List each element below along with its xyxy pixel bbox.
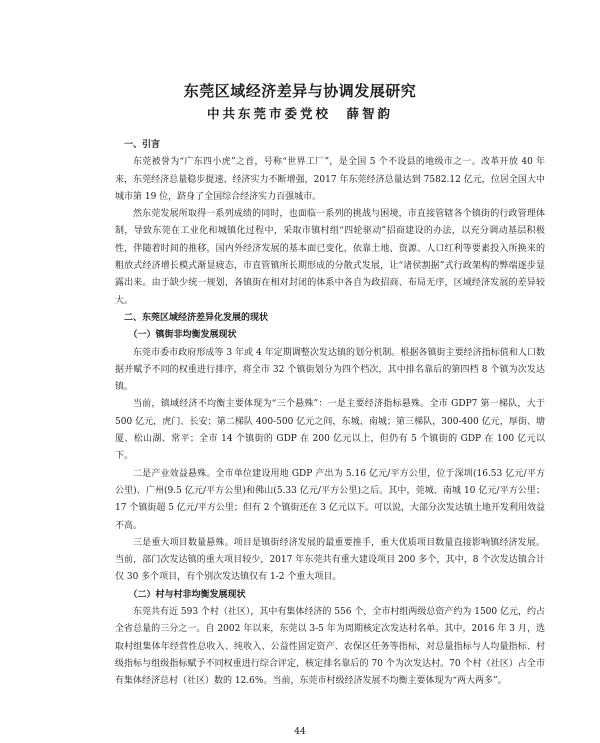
- paper-title: 东莞区域经济差异与协调发展研究: [183, 82, 417, 100]
- subsection-heading-1: （一）镇街非均衡发展现状: [128, 330, 237, 341]
- paragraph: 东莞被誉为“广东四小虎”之首，号称“世界工厂”，是全国 5 个不设县的地级市之一。改革开放 40 年来，东莞经济总量稳步提速、经济实力不断增强，2017 年东莞经济总量达到 7582.12 亿元，位居全国大中城市第 19 位，跻身了全国综合经济实力百强城市。: [115, 157, 545, 202]
- paragraph: 三是重大项目数量悬殊。项目是镇街经济发展的最重要推手，重大优质项目数量直接影响镇经济发展。当前，部门次发达镇的重大项目较少，2017 年东莞共有重大建设项目 200 多个，其中，8 个次发达镇合计仅 30 多个项目，有个别次发达镇仅有 1-2 个重大项目。: [115, 537, 545, 583]
- author-line: 中共东莞市委党校 薛智韵: [206, 106, 393, 121]
- page-number: 44: [294, 727, 306, 737]
- section-heading-2: 二、东莞区域经济差异化发展的现状: [124, 312, 269, 323]
- article-body: [115, 137, 545, 691]
- subsection-heading-2: （二）村与村非均衡发展现状: [128, 589, 246, 600]
- section-heading-intro: 一、引言: [124, 140, 161, 150]
- paragraph: 然东莞发展所取得一系列成绩的同时，也面临一系列的挑战与困境，市直接管辖各个镇街的行政管理体制，导致东莞在工业化和城镇化过程中，采取市镇村组“四轮驱动”招商建设的办法，以充分调动基层积极性，伴随着时间的推移，国内外经济发展的基本面已变化，依靠土地、资源、人口红利等要素投入所换来的粗放式经济增长模式渐显疲态，市直管镇所长期形成的分散式发展，让“诸侯割据”式行政架构的弊端逐步显露出来。由于缺少统一规划，各镇街在相对封闭的体系中各自为政招商、布局无序，区域经济发展的差异较大。: [115, 209, 545, 306]
- paragraph: 东莞市委市政府形成等 3 年或 4 年定期调整次发达镇的划分机制。根据各镇街主要经济指标值和人口数据并赋予不同的权重进行排序，将全市 32 个镇街划分为四个档次，其中排名靠后的第四档 8 个镇为次发达镇。: [115, 347, 545, 393]
- paragraph: 东莞共有近 593 个村（社区），其中有集体经济的 556 个，全市村组两级总资产约为 1500 亿元，约占全省总量的三分之一。自 2002 年以来，东莞以 3-5 年为周期核定次发达村名单。其中，2016 年 3 月，选取村组集体年经营性总收入、纯收入、公益性固定资产、农保区任务等指标，对总量指标与人均量指标、村级指标与组级指标赋予不同权重进行综合评定，核定排名靠后的 70 个为次发达村。70 个村（社区）占全市有集体经济总村（社区）数的 12.6%。当前，东莞市村级经济发展不均衡主要体现为“两大两多”。: [115, 607, 545, 687]
- paragraph: 当前，镇域经济不均衡主要体现为“三个悬殊”：一是主要经济指标悬殊。全市 GDP7 第一梯队，大于 500 亿元，虎门、长安；第二梯队 400-500 亿元之间，东城、南城；第三梯队，300-400 亿元，厚街、塘厦、松山湖、常平；全市 14 个镇街的 GDP 在 200 亿元以上，但仍有 5 个镇街的 GDP 在 100 亿元以下。: [115, 399, 545, 462]
- paragraph: 二是产业效益悬殊。全市单位建设用地 GDP 产出为 5.16 亿元/平方公里，位于深圳(16.53 亿元/平方公里)、广州(9.5 亿元/平方公里)和佛山(5.33 亿元/平方公里)之后。其中，莞城、南城 10 亿元/平方公里；17 个镇街超 5 亿元/平方公里；但有 2 个镇街还在 3 亿元以下。可以说，大部分次发达镇土地开发利用效益不高。: [115, 468, 545, 531]
